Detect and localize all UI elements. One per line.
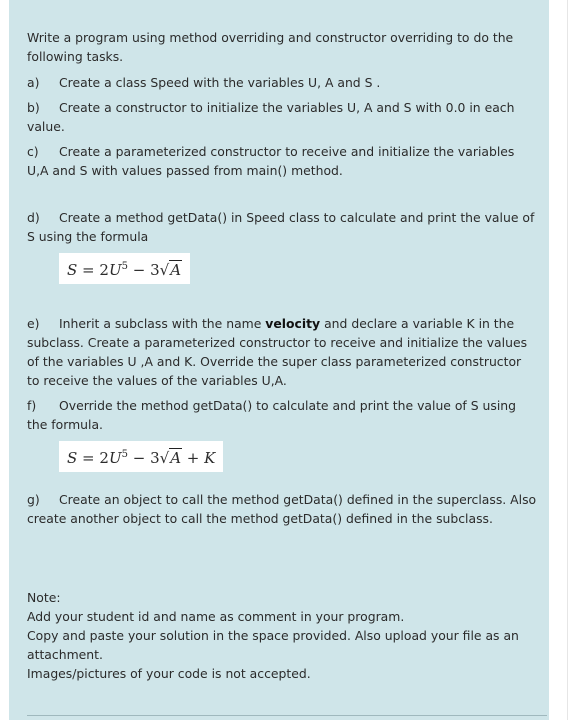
task-a-tag: a) bbox=[27, 75, 40, 90]
formula-speed: $S = 2U^5 - 3√A$ bbox=[59, 253, 190, 284]
note-line-2: Copy and paste your solution in the space provided. Also upload your file as an attachment. bbox=[27, 628, 519, 662]
task-d-tag: d) bbox=[27, 210, 40, 225]
task-g-text: Create an object to call the method getData() defined in the superclass. Also create another object to call the method getData() defined in the subclass. bbox=[27, 492, 537, 526]
subclass-name: velocity bbox=[265, 316, 321, 331]
task-b-text: Create a constructor to initialize the variables U, A and S with 0.0 in each value. bbox=[27, 100, 515, 134]
task-e-tag: e) bbox=[27, 316, 40, 331]
task-c bbox=[27, 142, 537, 180]
task-b-tag: b) bbox=[27, 100, 40, 115]
scrollbar-track[interactable] bbox=[567, 0, 568, 720]
note-line-1: Add your student id and name as comment in your program. bbox=[27, 609, 405, 624]
task-f-text: Override the method getData() to calculate and print the value of S using the formula. bbox=[27, 398, 517, 432]
task-a bbox=[27, 73, 537, 92]
task-g bbox=[27, 490, 537, 528]
task-f-tag: f) bbox=[27, 398, 37, 413]
answer-area-border bbox=[27, 715, 547, 716]
task-d-text: Create a method getData() in Speed class to calculate and print the value of S using the formula bbox=[27, 210, 535, 244]
question-content bbox=[27, 28, 537, 683]
note-line-3: Images/pictures of your code is not accepted. bbox=[27, 666, 311, 681]
task-d bbox=[27, 208, 537, 246]
task-e: e) Inherit a subclass with the name velocity and declare a variable K in the subclass. Create a parameterized constructor to receive and initialize the values of the variables U ,A and K. Override the super class parameterized constructor to receive the values of the variables U,A. bbox=[27, 316, 528, 388]
formula-velocity: $S = 2U^5 - 3√A + K$ bbox=[59, 441, 223, 472]
task-c-text: Create a parameterized constructor to receive and initialize the variables U,A and S with values passed from main() method. bbox=[27, 144, 515, 178]
intro-text: Write a program using method overriding and constructor overriding to do the following tasks. bbox=[27, 30, 514, 64]
task-g-tag: g) bbox=[27, 492, 40, 507]
task-f bbox=[27, 396, 537, 434]
note-heading: Note: bbox=[27, 590, 61, 605]
task-c-tag: c) bbox=[27, 144, 39, 159]
task-a-text: Create a class Speed with the variables U, A and S . bbox=[59, 75, 381, 90]
task-b bbox=[27, 98, 537, 136]
